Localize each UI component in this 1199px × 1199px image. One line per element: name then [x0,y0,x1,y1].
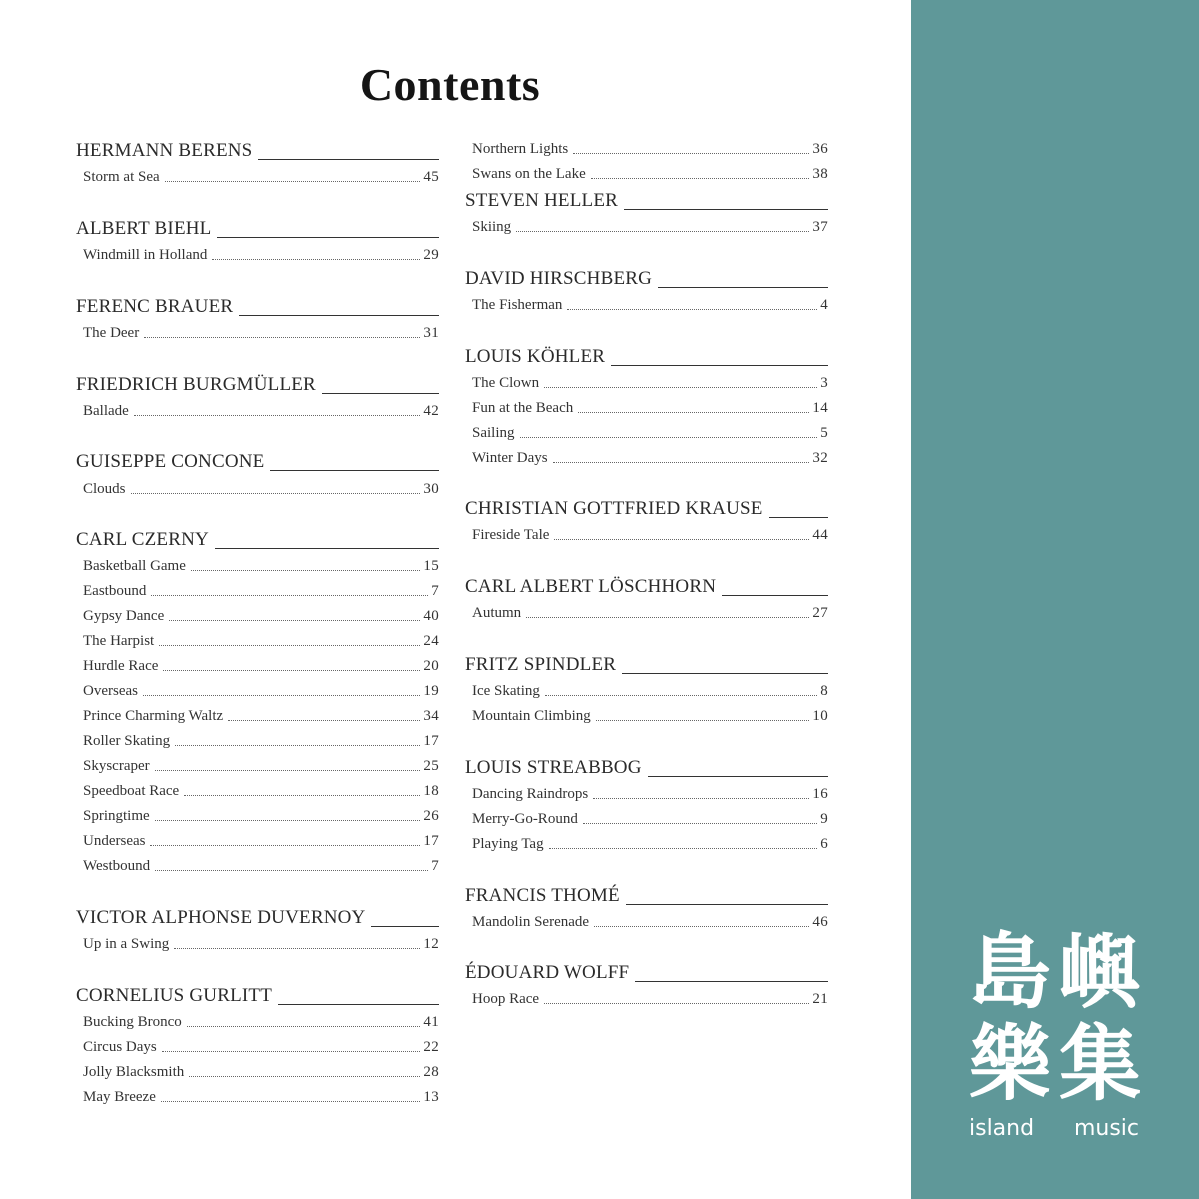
dot-leader [526,617,809,618]
composer-heading [465,652,828,676]
composer-heading [76,527,439,551]
composer-heading [465,755,828,779]
composer-heading [465,496,828,520]
composer-name: CARL ALBERT LÖSCHHORN [465,576,717,597]
heading-rule [278,1004,439,1005]
toc-entry [472,911,828,931]
piece-title: May Breeze [83,1089,156,1105]
composer-name: HERMANN BERENS [76,140,253,161]
dot-leader [545,695,817,696]
composer-name: FRANCIS THOMÉ [465,885,620,906]
toc-entry [472,602,828,622]
heading-rule [215,548,439,549]
composer-name: ÉDOUARD WOLFF [465,962,630,983]
page-number: 40 [423,608,439,624]
dot-leader [144,337,420,338]
composer-heading [76,216,439,240]
composer-name: GUISEPPE CONCONE [76,451,265,472]
piece-title: Basketball Game [83,558,186,574]
island-music-logo [965,925,1145,1141]
page-number: 13 [423,1089,439,1105]
composer-name: DAVID HIRSCHBERG [465,268,653,289]
page-number: 19 [423,683,439,699]
logo-word-music: music [1073,1116,1139,1141]
heading-rule [622,673,828,674]
dot-leader [593,798,809,799]
heading-rule [611,365,828,366]
page-number: 3 [820,375,828,391]
page-number: 5 [820,425,828,441]
piece-title: Hurdle Race [83,658,159,674]
toc-entry [83,605,439,625]
page-number: 15 [423,558,439,574]
toc-entry [83,630,439,650]
toc-entry [472,988,828,1008]
page-number: 22 [423,1039,439,1055]
page-number: 31 [423,325,439,341]
logo-chinese-chars [965,925,1145,1112]
piece-title: Hoop Race [472,991,540,1007]
page-number: 7 [431,583,439,599]
page-number: 34 [423,708,439,724]
piece-title: The Fisherman [472,297,563,313]
page-number: 44 [812,527,828,543]
piece-title: The Harpist [83,633,155,649]
piece-title: Autumn [472,605,522,621]
dot-leader [131,493,421,494]
page-number: 28 [423,1064,439,1080]
piece-title: Jolly Blacksmith [83,1064,185,1080]
piece-title: Dancing Raindrops [472,786,589,802]
heading-rule [635,981,828,982]
dot-leader [155,770,421,771]
composer-name: FRITZ SPINDLER [465,654,617,675]
page-number: 10 [812,708,828,724]
page-number: 29 [423,247,439,263]
page-number: 14 [812,400,828,416]
piece-title: Prince Charming Waltz [83,708,224,724]
dot-leader [169,620,420,621]
toc-entry [472,397,828,417]
piece-title: Winter Days [472,450,548,466]
toc-entry [83,580,439,600]
toc-entry [83,780,439,800]
piece-title: Up in a Swing [83,936,170,952]
toc-entry [83,400,439,420]
piece-title: Skyscraper [83,758,150,774]
page-number: 4 [820,297,828,313]
piece-title: Circus Days [83,1039,157,1055]
composer-heading [465,266,828,290]
logo-char: 島 [968,925,1051,1020]
dot-leader [554,539,809,540]
piece-title: Fireside Tale [472,527,550,543]
dot-leader [189,1076,420,1077]
heading-rule [722,595,828,596]
page-number: 12 [423,936,439,952]
piece-title: Ballade [83,403,129,419]
toc-entry [83,705,439,725]
page-number: 7 [431,858,439,874]
toc-entry [472,808,828,828]
page-number: 9 [820,811,828,827]
toc-entry [83,1011,439,1031]
logo-word-island: island [969,1116,1035,1141]
piece-title: Underseas [83,833,146,849]
toc-entry [472,163,828,183]
piece-title: The Clown [472,375,540,391]
toc-entry [83,555,439,575]
page-title: Contents [359,59,541,110]
page-number: 37 [812,219,828,235]
page-number: 18 [423,783,439,799]
page-number: 20 [423,658,439,674]
dot-leader [544,387,817,388]
page-number: 27 [812,605,828,621]
toc-entry [472,216,828,236]
heading-rule [658,287,828,288]
toc-entry [472,705,828,725]
composer-name: CHRISTIAN GOTTFRIED KRAUSE [465,498,763,519]
toc-entry [472,783,828,803]
dot-leader [228,720,420,721]
composer-heading [76,449,439,473]
logo-char: 集 [1058,1017,1141,1112]
piece-title: Clouds [83,481,126,497]
piece-title: Gypsy Dance [83,608,165,624]
toc-entry [83,933,439,953]
composer-name: FERENC BRAUER [76,296,234,317]
dot-leader [174,948,420,949]
dot-leader [134,415,421,416]
composer-name: LOUIS KÖHLER [465,346,606,367]
toc-entry [83,166,439,186]
piece-title: Ice Skating [472,683,540,699]
piece-title: Skiing [472,219,512,235]
composer-name: FRIEDRICH BURGMÜLLER [76,374,316,395]
dot-leader [573,153,809,154]
page-number: 46 [812,914,828,930]
toc-entry [472,138,828,158]
heading-rule [258,159,439,160]
dot-leader [150,845,420,846]
toc-entry [472,372,828,392]
page-number: 8 [820,683,828,699]
dot-leader [184,795,420,796]
dot-leader [549,848,818,849]
dot-leader [567,309,817,310]
composer-heading [465,883,828,907]
piece-title: Sailing [472,425,515,441]
dot-leader [516,231,809,232]
heading-rule [648,776,828,777]
composer-heading [76,138,439,162]
toc-entry [83,830,439,850]
toc-entry [472,680,828,700]
toc-entry [83,755,439,775]
piece-title: Merry-Go-Round [472,811,578,827]
heading-rule [624,209,828,210]
piece-title: Northern Lights [472,141,569,157]
piece-title: Eastbound [83,583,147,599]
toc-entry [472,422,828,442]
page-number: 25 [423,758,439,774]
logo-char: 樂 [968,1017,1051,1112]
composer-name: VICTOR ALPHONSE DUVERNOY [76,907,366,928]
piece-title: Mandolin Serenade [472,914,590,930]
dot-leader [596,720,810,721]
composer-heading [465,574,828,598]
piece-title: Speedboat Race [83,783,180,799]
composer-name: ALBERT BIEHL [76,218,212,239]
dot-leader [578,412,809,413]
piece-title: Playing Tag [472,836,544,852]
toc-entry [472,524,828,544]
piece-title: Mountain Climbing [472,708,591,724]
toc-entry [83,1036,439,1056]
composer-name: CORNELIUS GURLITT [76,985,273,1006]
composer-heading [465,960,828,984]
piece-title: Swans on the Lake [472,166,586,182]
page-number: 38 [812,166,828,182]
piece-title: Fun at the Beach [472,400,574,416]
heading-rule [371,926,439,927]
page-number: 30 [423,481,439,497]
heading-rule [322,393,439,394]
piece-title: Windmill in Holland [83,247,208,263]
composer-name: CARL CZERNY [76,529,209,550]
composer-heading [76,372,439,396]
piece-title: Roller Skating [83,733,171,749]
page-number: 16 [812,786,828,802]
page-number: 17 [423,733,439,749]
toc-entry [83,244,439,264]
toc-entry [83,855,439,875]
dot-leader [161,1101,421,1102]
dot-leader [163,670,420,671]
heading-rule [270,470,439,471]
composer-name: STEVEN HELLER [465,190,618,211]
composer-heading [465,344,828,368]
piece-title: The Deer [83,325,140,341]
piece-title: Springtime [83,808,150,824]
page-number: 45 [423,169,439,185]
page-number: 26 [423,808,439,824]
toc-entry [83,322,439,342]
dot-leader [594,926,809,927]
logo-english-text [965,1116,1145,1141]
toc-entry [83,805,439,825]
piece-title: Westbound [83,858,151,874]
dot-leader [187,1026,421,1027]
dot-leader [520,437,818,438]
dot-leader [583,823,817,824]
dot-leader [155,820,421,821]
toc-entry [472,294,828,314]
page-number: 36 [812,141,828,157]
dot-leader [165,181,421,182]
dot-leader [175,745,420,746]
composer-heading [76,905,439,929]
dot-leader [212,259,420,260]
page-number: 32 [812,450,828,466]
dot-leader [159,645,420,646]
dot-leader [155,870,428,871]
heading-rule [626,904,828,905]
toc-entry [83,1061,439,1081]
dot-leader [191,570,421,571]
composer-name: LOUIS STREABBOG [465,757,642,778]
toc-entry [83,1086,439,1106]
dot-leader [162,1051,421,1052]
composer-heading [465,188,828,212]
toc-entry [83,655,439,675]
composer-heading [76,294,439,318]
dot-leader [553,462,810,463]
dot-leader [544,1003,809,1004]
page-number: 17 [423,833,439,849]
heading-rule [239,315,439,316]
piece-title: Bucking Bronco [83,1014,182,1030]
page-number: 24 [423,633,439,649]
piece-title: Overseas [83,683,138,699]
toc-entry [83,730,439,750]
composer-heading [76,983,439,1007]
dot-leader [591,178,810,179]
toc-entry [472,447,828,467]
page-number: 42 [423,403,439,419]
heading-rule [217,237,439,238]
page-number: 21 [812,991,828,1007]
dot-leader [143,695,420,696]
logo-char: 嶼 [1058,925,1141,1020]
heading-rule [769,517,828,518]
toc-entry [83,680,439,700]
piece-title: Storm at Sea [83,169,160,185]
toc-entry [472,833,828,853]
page-number: 41 [423,1014,439,1030]
toc-entry [83,478,439,498]
dot-leader [151,595,428,596]
page-number: 6 [820,836,828,852]
